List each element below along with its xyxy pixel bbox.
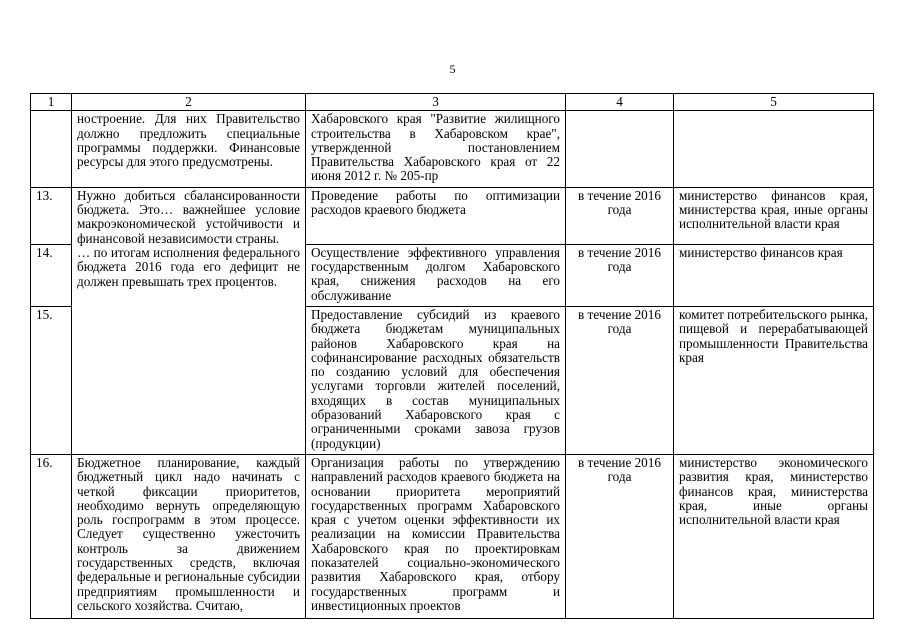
page-number: 5 <box>449 62 456 76</box>
cont-quote: ностроение. Для них Правительство должно предложить специальные программы поддержки. Финансовые ресурсы для этого предусмотрены. <box>72 111 306 187</box>
row-14-responsible: министерство финансов края <box>674 244 874 306</box>
cont-term <box>566 111 674 187</box>
header-col-3: 3 <box>306 94 566 111</box>
row-13-number: 13. <box>31 187 72 244</box>
row-13-measure: Проведение работы по оптимизации расходов краевого бюджета <box>306 187 566 244</box>
cont-measure: Хабаровского края "Развитие жилищного строительства в Хабаровском крае", утвержденной постановлением Правительства Хабаровского края от 22 июня 2012 г. № 205-пр <box>306 111 566 187</box>
row-15-term: в течение 2016 года <box>566 306 674 454</box>
header-col-5: 5 <box>674 94 874 111</box>
measures-table <box>30 93 874 619</box>
row-15-measure: Предоставление субсидий из краевого бюджета бюджетам муниципальных районов Хабаровского края на софинансирование расходных обязательств по созданию условий для обеспечения услугами торговли жителей поселений, входящих в состав муниципальных образований Хабаровского края с ограниченными сроками завоза грузов (продукции) <box>306 306 566 454</box>
row-14-term: в течение 2016 года <box>566 244 674 306</box>
cont-resp <box>674 111 874 187</box>
row-16-responsible: министерство экономического развития края, министерство финансов края, министерства края, иные органы исполнительной власти края <box>674 454 874 618</box>
row-16-quote: Бюджетное планирование, каждый бюджетный цикл надо начинать с четкой фиксации приоритетов, необходимо вернуть определяющую роль госпрограмм в этом процессе. Следует существенно ужесточить контроль за движением государственных средств, включая федеральные и региональные субсидии предприятиям промышленности и сельского хозяйства. Считаю, <box>72 454 306 618</box>
row-14-number: 14. <box>31 244 72 306</box>
continuation-row <box>31 111 874 187</box>
row-16-measure: Организация работы по утверждению направлений расходов краевого бюджета на основании приоритета мероприятий государственных программ Хабаровского края с учетом оценки эффективности их реализации на комиссии Правительства Хабаровского края по проектировкам показателей социально-экономического развития Хабаровского края, отбору государственных программ и инвестиционных проектов <box>306 454 566 618</box>
row-15-responsible: комитет потребительского рынка, пищевой и перерабатывающей промышленности Правительства края <box>674 306 874 454</box>
row-14-measure: Осуществление эффективного управления государственным долгом Хабаровского края, снижения расходов на его обслуживание <box>306 244 566 306</box>
row-16-number: 16. <box>31 454 72 618</box>
row-13-quote: Нужно добиться сбалансированности бюджета. Это… важнейшее условие макроэкономической устойчивости и финансовой независимости страны. … по итогам исполнения федерального бюджета 2016 года его дефицит не должен превышать трех процентов. <box>72 187 306 454</box>
row-16-term: в течение 2016 года <box>566 454 674 618</box>
row-13-term: в течение 2016 года <box>566 187 674 244</box>
header-col-2: 2 <box>72 94 306 111</box>
row-15-number: 15. <box>31 306 72 454</box>
header-col-4: 4 <box>566 94 674 111</box>
header-row <box>31 94 874 111</box>
cont-num <box>31 111 72 187</box>
row-13-responsible: министерство финансов края, министерства края, иные органы исполнительной власти края <box>674 187 874 244</box>
table-row-13 <box>31 187 874 244</box>
table-row-16 <box>31 454 874 618</box>
header-col-1: 1 <box>31 94 72 111</box>
